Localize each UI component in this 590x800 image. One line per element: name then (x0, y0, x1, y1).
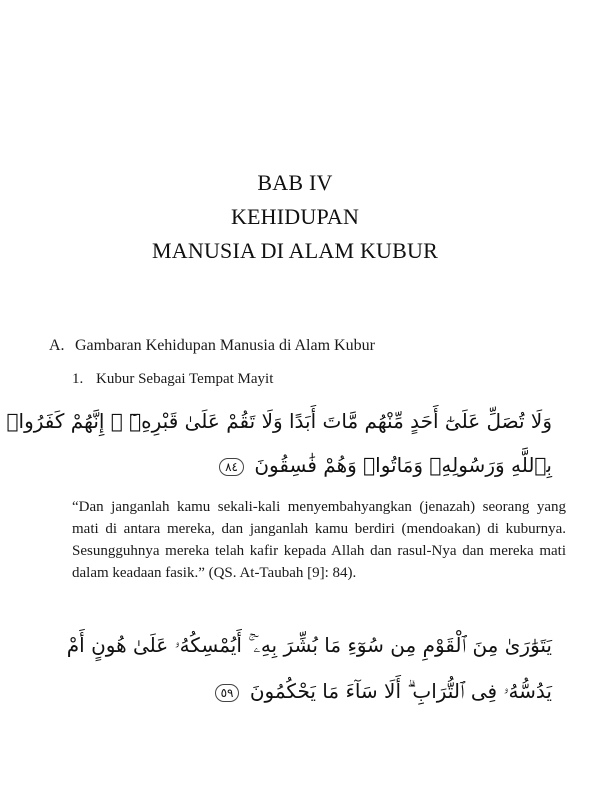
verse-number-badge: ٥٩ (215, 684, 240, 702)
subsection-marker: 1. (72, 371, 84, 387)
arabic-verse-1-line-2 (215, 448, 552, 482)
translation-paragraph: “Dan janganlah kamu sekali-kali menyembahyangkan (jenazah) seorang yang mati di antara mereka, dan janganlah kamu berdiri (mendoakan) di kuburnya. Sesungguhnya mereka telah kafir kepada Allah dan rasul-Nya dan mereka mati dalam keadaan fasik.” (QS. At-Taubah [9]: 84). (72, 499, 566, 581)
section-heading (49, 335, 375, 357)
arabic-verse-2-line-2 (211, 674, 552, 708)
arabic-verse-1-line-2-text: بِٱللَّهِ وَرَسُولِهِۦ وَمَاتُوا۟ وَهُمْ فَٰسِقُونَ (254, 453, 552, 477)
section-title: Gambaran Kehidupan Manusia di Alam Kubur (75, 337, 375, 354)
chapter-number: BAB IV (257, 170, 333, 195)
section-marker: A. (49, 337, 65, 354)
chapter-title-line-2: MANUSIA DI ALAM KUBUR (152, 238, 438, 263)
arabic-verse-2-line-1: يَتَوَٰرَىٰ مِنَ ٱلْقَوْمِ مِن سُوٓءِ مَا بُشِّرَ بِهِۦٓ ۚ أَيُمْسِكُهُۥ عَلَىٰ هُونٍ أَمْ (66, 633, 552, 657)
verse-number-badge: ٨٤ (219, 458, 244, 476)
arabic-verse-1-line-1: وَلَا تُصَلِّ عَلَىٰٓ أَحَدٍ مِّنْهُم مَّاتَ أَبَدًا وَلَا تَقُمْ عَلَىٰ قَبْرِهِۦٓ ۖ إِنَّهُمْ كَفَرُوا۟ (6, 409, 552, 433)
subsection-title: Kubur Sebagai Tempat Mayit (96, 371, 274, 387)
arabic-verse-2-line-2-text: يَدُسُّهُۥ فِى ٱلتُّرَابِ ۗ أَلَا سَآءَ مَا يَحْكُمُونَ (249, 679, 552, 703)
subsection-heading (72, 368, 273, 390)
chapter-title-line-1: KEHIDUPAN (230, 204, 360, 229)
